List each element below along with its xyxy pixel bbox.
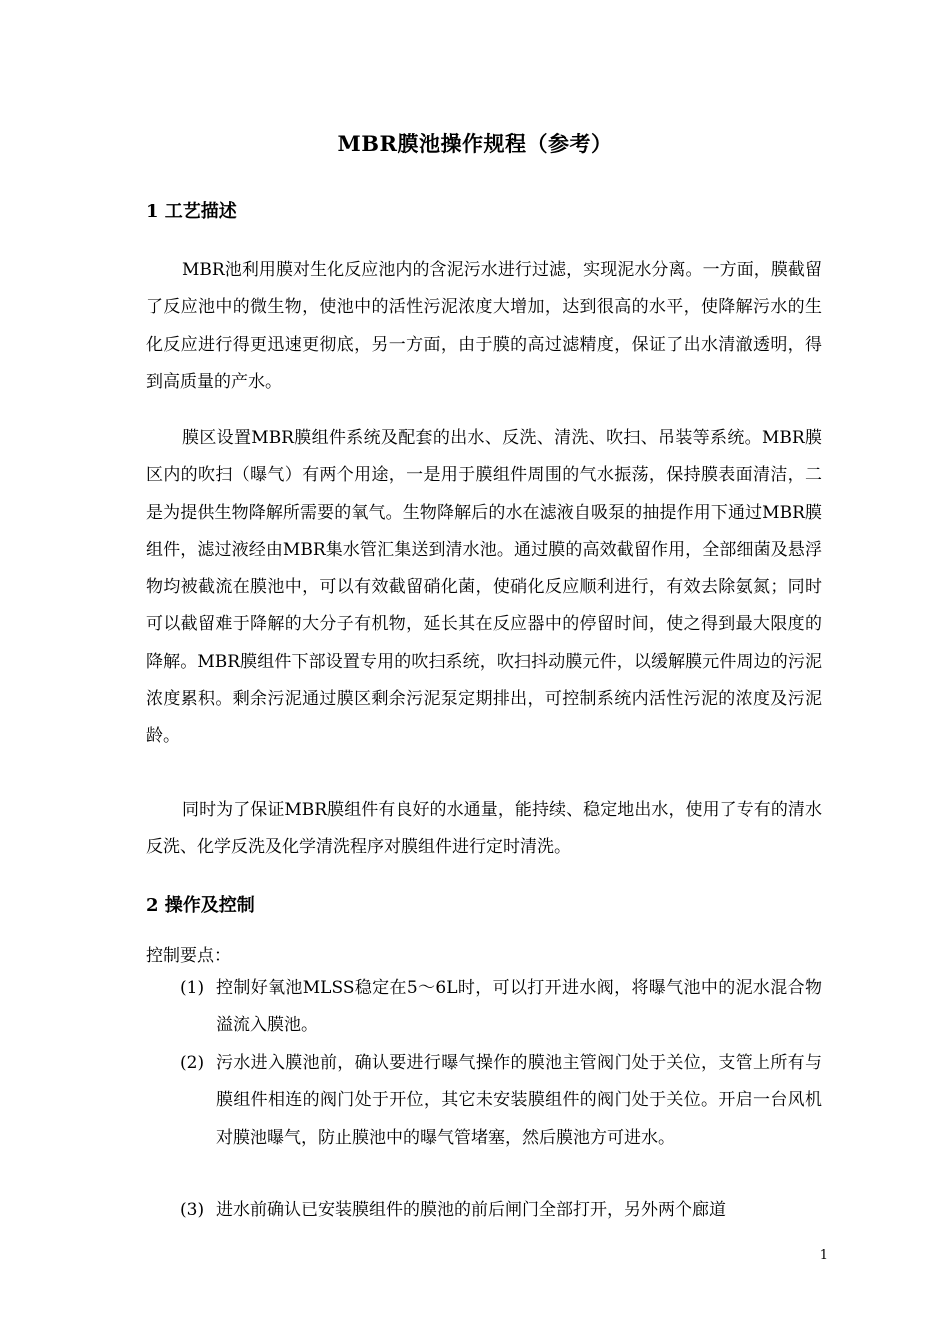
paragraph-cleaning: 同时为了保证MBR膜组件有良好的水通量，能持续、稳定地出水，使用了专有的清水反洗、化学反洗及化学清洗程序对膜组件进行定时清洗。	[146, 800, 822, 858]
list-item	[180, 970, 822, 1045]
control-points-intro: 控制要点：	[146, 946, 231, 966]
paragraph-membrane-zone: 膜区设置MBR膜组件系统及配套的出水、反洗、清洗、吹扫、吊装等系统。MBR膜区内的吹扫（曝气）有两个用途，一是用于膜组件周围的气水振荡，保持膜表面清洁，二是为提供生物降解所需要的氧气。生物降解后的水在滤液自吸泵的抽提作用下通过MBR膜组件，滤过液经由MBR集水管汇集送到清水池。通过膜的高效截留作用，全部细菌及悬浮物均被截流在膜池中，可以有效截留硝化菌，使硝化反应顺利进行，有效去除氨氮；同时可以截留难于降解的大分子有机物，延长其在反应器中的停留时间，使之得到最大限度的降解。MBR膜组件下部设置专用的吹扫系统，吹扫抖动膜元件，以缓解膜元件周边的污泥浓度累积。剩余污泥通过膜区剩余污泥泵定期排出，可控制系统内活性污泥的浓度及污泥龄。	[146, 428, 822, 747]
paragraph-mbr-overview: MBR池利用膜对生化反应池内的含泥污水进行过滤，实现泥水分离。一方面，膜截留了反应池中的微生物，使池中的活性污泥浓度大增加，达到很高的水平，使降解污水的生化反应进行得更迅速更彻底，另一方面，由于膜的高过滤精度，保证了出水清澈透明，得到高质量的产水。	[146, 260, 822, 392]
section-heading-operation-control: 2 操作及控制	[146, 895, 255, 916]
list-item-text: 进水前确认已安装膜组件的膜池的前后闸门全部打开，另外两个廊道	[216, 1200, 726, 1220]
list-item-number: (1)	[180, 978, 205, 998]
document-title: MBR膜池操作规程（参考）	[337, 131, 613, 156]
list-item-number: (3)	[180, 1200, 205, 1220]
section-heading-process-description: 1 工艺描述	[146, 201, 237, 222]
list-item-number: (2)	[180, 1053, 205, 1073]
list-item-text: 污水进入膜池前，确认要进行曝气操作的膜池主管阀门处于关位，支管上所有与膜组件相连的阀门处于开位，其它未安装膜组件的阀门处于关位。开启一台风机对膜池曝气，防止膜池中的曝气管堵塞，然后膜池方可进水。	[216, 1053, 822, 1148]
page-number: 1	[819, 1248, 828, 1263]
list-item	[180, 1045, 822, 1157]
list-item-text: 控制好氧池MLSS稳定在5～6L时，可以打开进水阀，将曝气池中的泥水混合物溢流入膜池。	[216, 978, 822, 1036]
list-item	[180, 1192, 822, 1229]
